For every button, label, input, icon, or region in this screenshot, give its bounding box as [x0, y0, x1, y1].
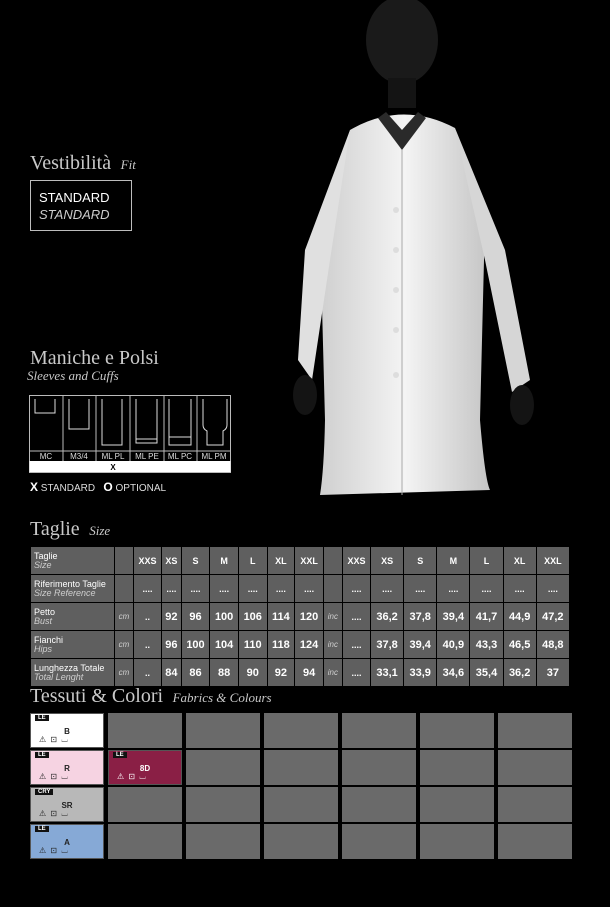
size-unit-inch: inc: [323, 659, 342, 687]
size-cell-cm: 94: [295, 659, 324, 687]
size-cell-inch: 33,1: [371, 659, 404, 687]
size-cell-inch: XS: [371, 547, 404, 575]
size-row-label: Lunghezza Totale Total Lenght: [31, 659, 115, 687]
sleeves-title: [27, 347, 159, 384]
size-cell-inch: 47,2: [536, 603, 569, 631]
empty-swatch: [264, 787, 338, 822]
size-cell-inch: L: [470, 547, 503, 575]
size-cell-cm: L: [238, 547, 267, 575]
fit-title-it: Vestibilità: [30, 152, 112, 174]
size-table-row: [31, 547, 570, 575]
fabrics-title: [30, 685, 272, 708]
size-cell-cm: ....: [210, 575, 239, 603]
sleeves-legend: [30, 480, 166, 494]
size-unit-cm: cm: [115, 659, 134, 687]
size-cell-inch: 34,6: [437, 659, 470, 687]
size-cell-inch: XL: [503, 547, 536, 575]
size-cell-cm: ....: [181, 575, 210, 603]
fabric-tag: LE: [35, 826, 49, 832]
fabric-code: SR: [61, 801, 73, 810]
fabric-code: A: [64, 838, 70, 847]
fabric-tag: CRY: [35, 789, 53, 795]
size-unit-inch: [323, 547, 342, 575]
size-row-label: Riferimento Taglie Size Reference: [31, 575, 115, 603]
size-cell-inch: ....: [342, 659, 370, 687]
empty-swatch: [420, 713, 494, 748]
empty-swatch: [108, 787, 182, 822]
size-unit-cm: [115, 547, 134, 575]
fit-title-en: Fit: [120, 157, 136, 172]
size-cell-inch: 44,9: [503, 603, 536, 631]
size-unit-cm: cm: [115, 603, 134, 631]
fabrics-title-it: Tessuti & Colori: [30, 685, 164, 707]
size-table-row: [31, 603, 570, 631]
size-cell-inch: 39,4: [437, 603, 470, 631]
fabrics-title-en: Fabrics & Colours: [172, 690, 272, 705]
size-table-row: [31, 575, 570, 603]
size-cell-inch: 36,2: [371, 603, 404, 631]
size-cell-cm: 88: [210, 659, 239, 687]
size-cell-inch: 33,9: [404, 659, 437, 687]
empty-swatch: [264, 750, 338, 785]
care-symbols-icon: ⚠ ⊡ ⌴: [117, 772, 147, 781]
swatch-row: [30, 787, 576, 822]
size-cell-cm: 96: [181, 603, 210, 631]
care-symbols-icon: ⚠ ⊡ ⌴: [39, 735, 69, 744]
size-cell-inch: 37: [536, 659, 569, 687]
size-table-row: [31, 631, 570, 659]
fit-box: [30, 180, 132, 231]
sleeve-label-mc: MC: [39, 452, 53, 461]
sleeve-label-m34: M3/4: [70, 452, 88, 461]
size-cell-inch: 41,7: [470, 603, 503, 631]
size-cell-cm: 92: [162, 603, 182, 631]
legend-standard: STANDARD: [40, 483, 96, 494]
size-cell-inch: ....: [503, 575, 536, 603]
empty-swatch: [186, 713, 260, 748]
size-unit-inch: [323, 575, 342, 603]
sleeves-title-en: Sleeves and Cuffs: [27, 368, 119, 383]
fabric-swatch-grid: [30, 713, 576, 861]
fabric-swatch[interactable]: [30, 824, 104, 859]
fit-title: [30, 152, 136, 175]
size-cell-inch: 39,4: [404, 631, 437, 659]
size-cell-cm: 110: [238, 631, 267, 659]
size-table-row: [31, 659, 570, 687]
legend-optional: OPTIONAL: [115, 483, 167, 494]
size-title-en: Size: [89, 523, 111, 538]
fabric-swatch[interactable]: [30, 713, 104, 748]
size-cell-cm: 100: [181, 631, 210, 659]
size-unit-cm: cm: [115, 631, 134, 659]
size-cell-cm: ....: [295, 575, 324, 603]
size-cell-cm: 124: [295, 631, 324, 659]
size-cell-cm: ....: [162, 575, 182, 603]
fabric-tag: LE: [35, 715, 49, 721]
size-cell-inch: ....: [342, 603, 370, 631]
size-cell-cm: ....: [134, 575, 162, 603]
size-cell-inch: ....: [470, 575, 503, 603]
empty-swatch: [420, 750, 494, 785]
size-row-label: Taglie Size: [31, 547, 115, 575]
empty-swatch: [342, 713, 416, 748]
size-row-label: Fianchi Hips: [31, 631, 115, 659]
fit-value-it: STANDARD: [39, 190, 110, 205]
size-cell-cm: 92: [267, 659, 295, 687]
size-cell-cm: ....: [238, 575, 267, 603]
fabric-code: 8D: [139, 764, 151, 773]
empty-swatch: [342, 750, 416, 785]
size-cell-cm: XXS: [134, 547, 162, 575]
size-cell-cm: 114: [267, 603, 295, 631]
size-cell-cm: 104: [210, 631, 239, 659]
empty-swatch: [186, 787, 260, 822]
size-cell-inch: 40,9: [437, 631, 470, 659]
fabric-code: R: [64, 764, 70, 773]
empty-swatch: [498, 787, 572, 822]
size-cell-inch: 48,8: [536, 631, 569, 659]
swatch-row: [30, 824, 576, 859]
size-title: [30, 518, 110, 541]
size-cell-cm: 90: [238, 659, 267, 687]
empty-swatch: [342, 787, 416, 822]
size-cell-cm: XL: [267, 547, 295, 575]
size-cell-inch: ....: [342, 631, 370, 659]
fit-value-en: STANDARD: [39, 207, 110, 222]
empty-swatch: [108, 713, 182, 748]
legend-o-mark: O: [103, 480, 113, 494]
empty-swatch: [498, 750, 572, 785]
empty-swatch: [264, 824, 338, 859]
sleeve-label-mlpe: ML PE: [135, 452, 159, 461]
empty-swatch: [342, 824, 416, 859]
size-cell-inch: XXL: [536, 547, 569, 575]
size-cell-inch: 37,8: [371, 631, 404, 659]
size-title-it: Taglie: [30, 518, 80, 540]
fabric-code: B: [64, 727, 70, 736]
fabric-swatch[interactable]: [30, 787, 104, 822]
size-cell-inch: ....: [437, 575, 470, 603]
size-cell-cm: M: [210, 547, 239, 575]
size-cell-cm: 96: [162, 631, 182, 659]
size-cell-cm: ..: [134, 659, 162, 687]
empty-swatch: [420, 824, 494, 859]
fabric-tag: LE: [113, 752, 127, 758]
size-table: [30, 546, 570, 687]
size-cell-inch: 46,5: [503, 631, 536, 659]
fabric-tag: LE: [35, 752, 49, 758]
sleeve-label-mlpm: ML PM: [201, 452, 227, 461]
swatch-row: [30, 713, 576, 748]
size-cell-inch: ....: [342, 575, 370, 603]
empty-swatch: [498, 713, 572, 748]
empty-swatch: [264, 713, 338, 748]
size-cell-inch: 35,4: [470, 659, 503, 687]
size-unit-inch: inc: [323, 603, 342, 631]
care-symbols-icon: ⚠ ⊡ ⌴: [39, 772, 69, 781]
size-cell-cm: S: [181, 547, 210, 575]
size-cell-inch: ....: [404, 575, 437, 603]
empty-swatch: [186, 824, 260, 859]
size-cell-cm: ....: [267, 575, 295, 603]
size-row-label: Petto Bust: [31, 603, 115, 631]
sleeves-diagram: [29, 395, 231, 473]
empty-swatch: [108, 824, 182, 859]
size-cell-cm: 118: [267, 631, 295, 659]
size-cell-inch: 36,2: [503, 659, 536, 687]
size-cell-cm: 106: [238, 603, 267, 631]
empty-swatch: [420, 787, 494, 822]
product-photo: [290, 0, 590, 510]
empty-swatch: [186, 750, 260, 785]
size-cell-cm: XS: [162, 547, 182, 575]
sleeve-label-mlpl: ML PL: [101, 452, 125, 461]
size-cell-cm: XXL: [295, 547, 324, 575]
size-cell-cm: 84: [162, 659, 182, 687]
size-cell-inch: XXS: [342, 547, 370, 575]
size-cell-inch: M: [437, 547, 470, 575]
sleeves-title-it: Maniche e Polsi: [30, 347, 159, 369]
size-cell-cm: 86: [181, 659, 210, 687]
size-unit-cm: [115, 575, 134, 603]
care-symbols-icon: ⚠ ⊡ ⌴: [39, 809, 69, 818]
empty-swatch: [498, 824, 572, 859]
legend-x-mark: X: [30, 480, 39, 494]
size-cell-inch: 43,3: [470, 631, 503, 659]
size-cell-cm: 120: [295, 603, 324, 631]
fabric-swatch[interactable]: [108, 750, 182, 785]
size-cell-inch: 37,8: [404, 603, 437, 631]
size-cell-inch: ....: [371, 575, 404, 603]
size-unit-inch: inc: [323, 631, 342, 659]
sleeve-standard-mark: X: [110, 463, 116, 472]
size-cell-inch: S: [404, 547, 437, 575]
size-cell-cm: ..: [134, 603, 162, 631]
size-cell-cm: 100: [210, 603, 239, 631]
care-symbols-icon: ⚠ ⊡ ⌴: [39, 846, 69, 855]
swatch-row: [30, 750, 576, 785]
size-cell-inch: ....: [536, 575, 569, 603]
fabric-swatch[interactable]: [30, 750, 104, 785]
size-cell-cm: ..: [134, 631, 162, 659]
sleeve-label-mlpc: ML PC: [167, 452, 193, 461]
